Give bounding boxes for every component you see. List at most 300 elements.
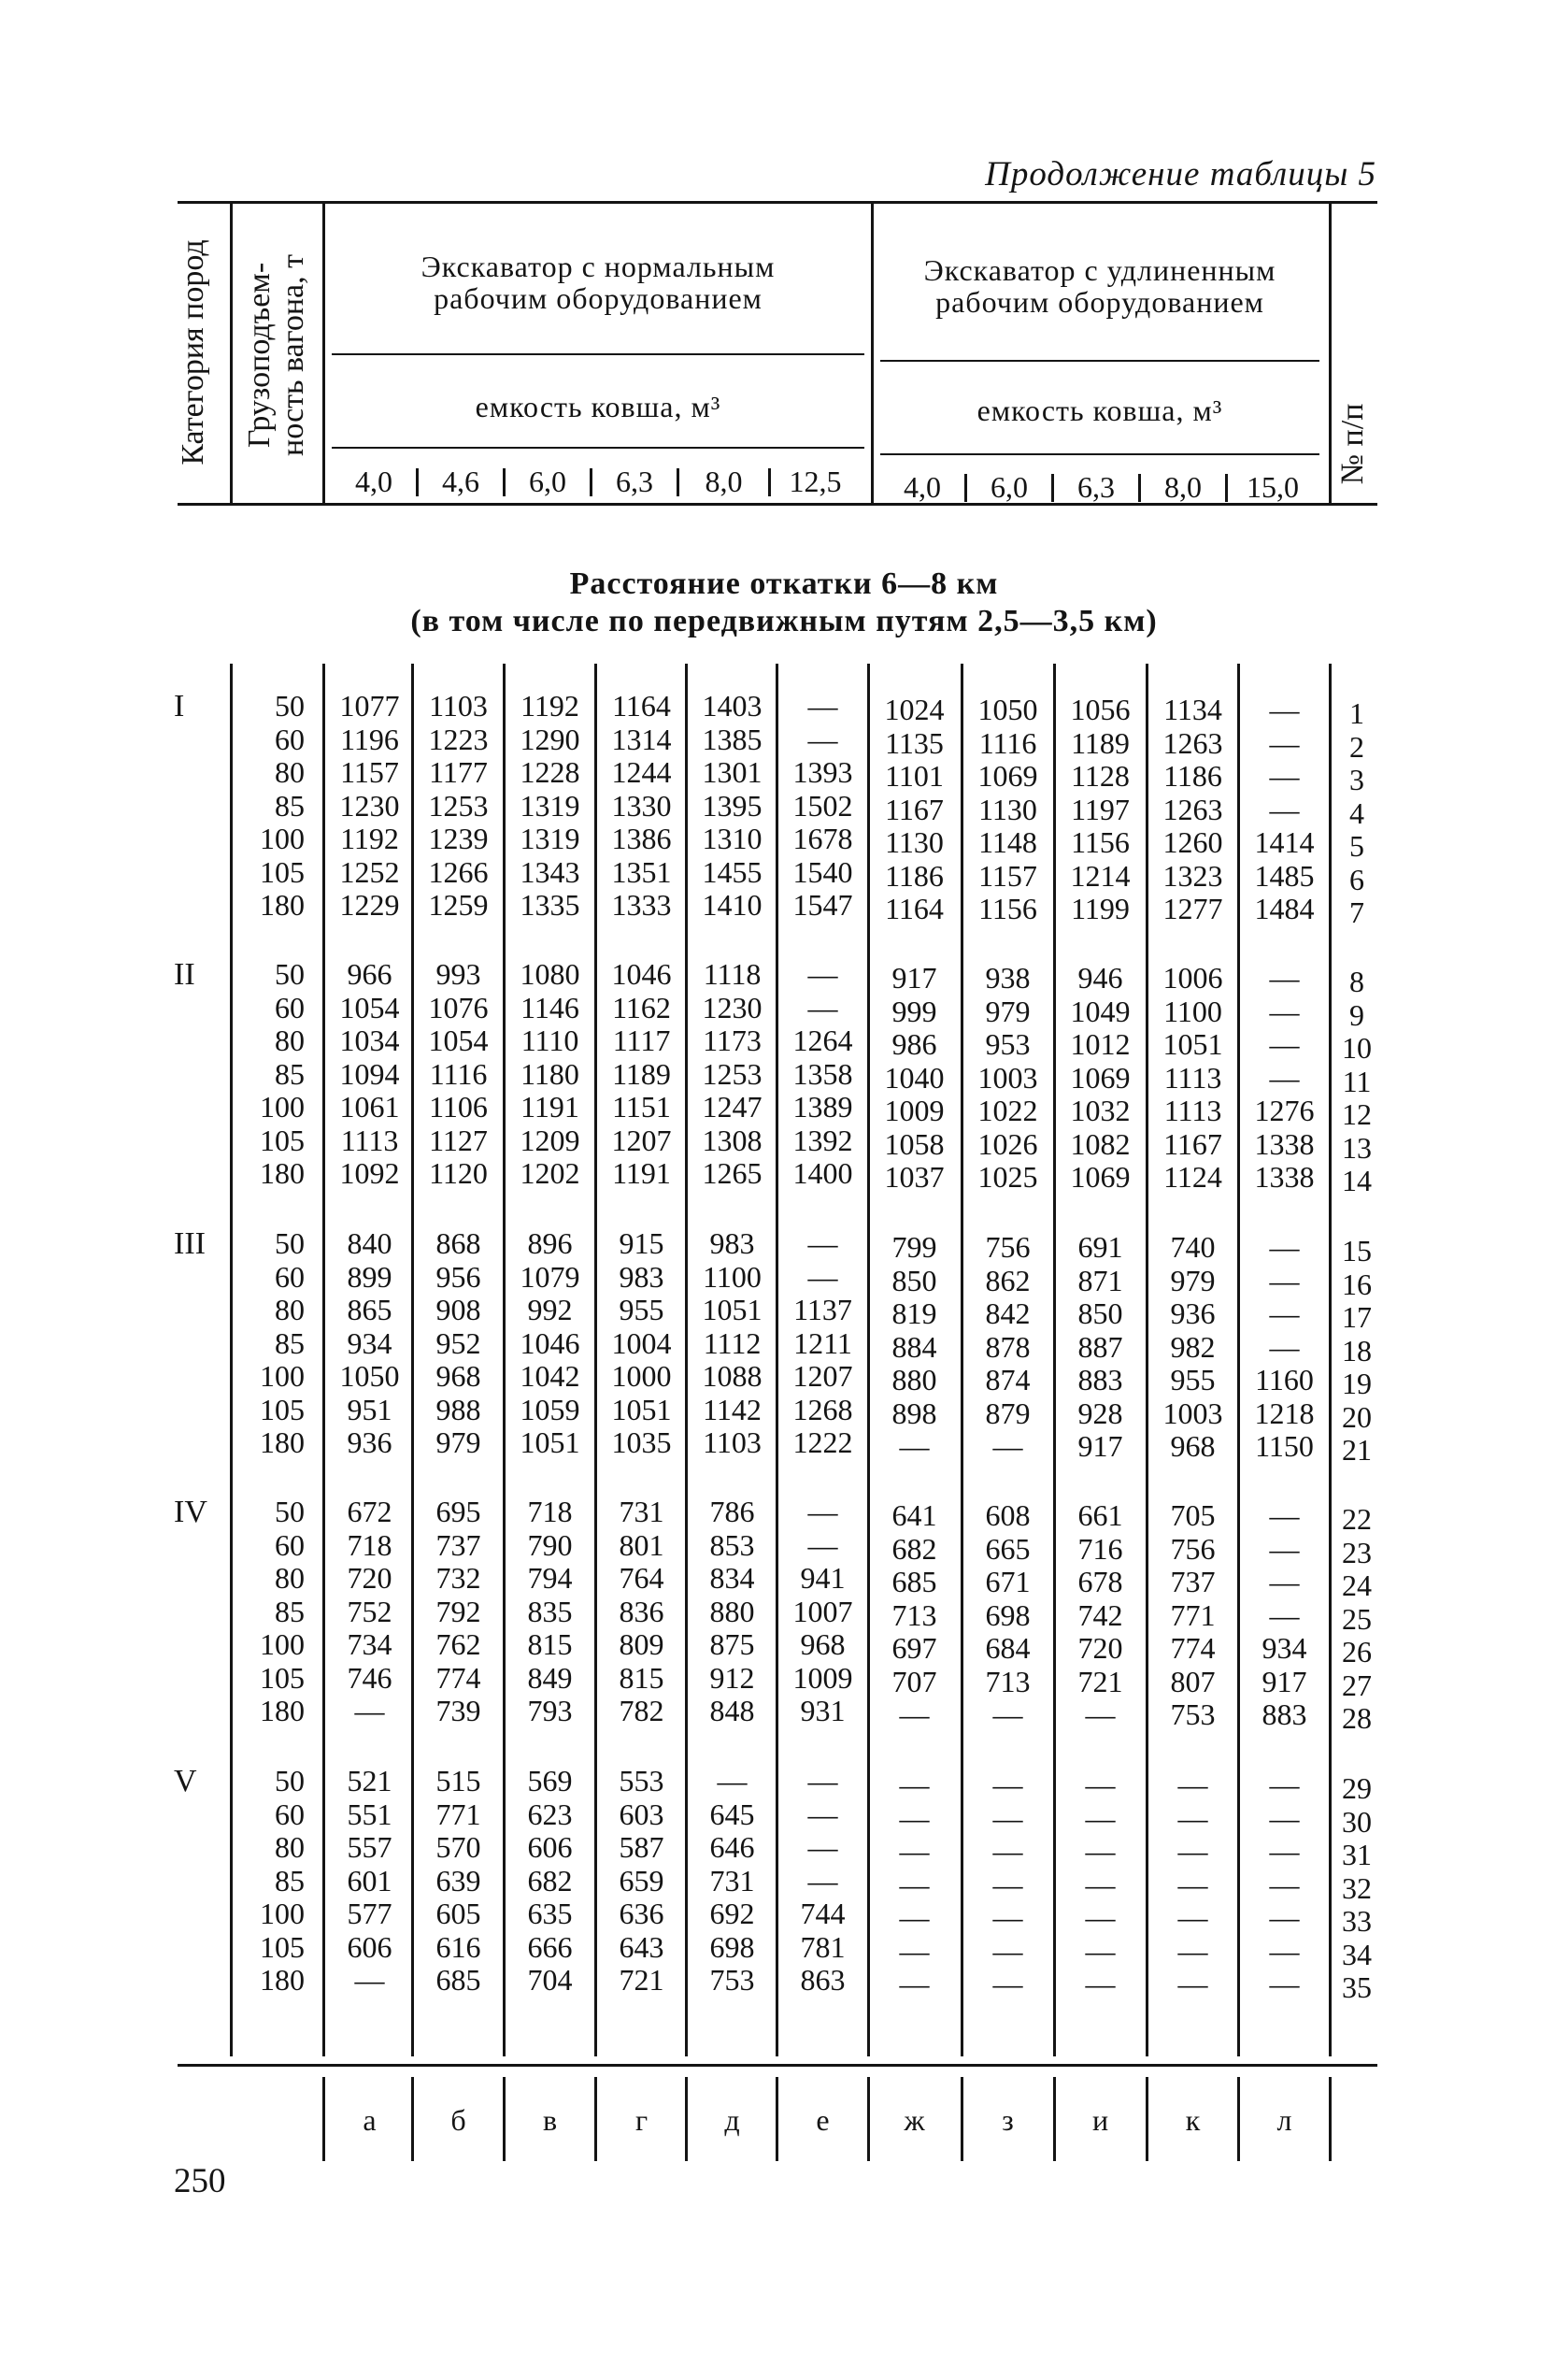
wagon-capacity: 105 bbox=[260, 1392, 305, 1426]
table-cell: 1051 bbox=[520, 1425, 580, 1459]
wagon-capacity: 50 bbox=[275, 1764, 305, 1797]
row-number: 21 bbox=[1342, 1433, 1372, 1467]
footer-divider bbox=[503, 2077, 506, 2161]
number-header: № п/п bbox=[1335, 403, 1370, 485]
row-number: 5 bbox=[1349, 829, 1364, 863]
table-cell: 1100 bbox=[1163, 994, 1222, 1028]
table-cell: 988 bbox=[435, 1392, 481, 1426]
table-cell: — bbox=[899, 1967, 930, 2000]
table-cell: 917 bbox=[1262, 1664, 1307, 1698]
table-cell: 557 bbox=[347, 1830, 392, 1864]
table-cell: 1069 bbox=[1070, 1060, 1131, 1095]
table-cell: 1338 bbox=[1254, 1160, 1315, 1194]
table-cell: 641 bbox=[891, 1498, 937, 1532]
table-cell: 1042 bbox=[520, 1359, 580, 1393]
table-cell: 917 bbox=[891, 961, 937, 995]
row-number: 18 bbox=[1342, 1333, 1372, 1368]
table-cell: 1051 bbox=[611, 1392, 672, 1426]
table-cell: 1035 bbox=[611, 1425, 672, 1459]
table-cell: — bbox=[899, 1900, 930, 1934]
header-subrule bbox=[332, 353, 864, 355]
table-cell: — bbox=[1269, 961, 1300, 995]
header-top-rule bbox=[178, 201, 1377, 204]
table-cell: 1150 bbox=[1255, 1429, 1314, 1463]
table-cell: 968 bbox=[1170, 1429, 1216, 1463]
table-cell: 737 bbox=[1170, 1565, 1216, 1598]
table-cell: 908 bbox=[435, 1293, 481, 1326]
table-cell: 999 bbox=[891, 994, 937, 1028]
table-cell: 880 bbox=[891, 1363, 937, 1396]
table-cell: 639 bbox=[435, 1863, 481, 1898]
table-cell: 1026 bbox=[977, 1126, 1038, 1161]
table-cell: 1264 bbox=[792, 1024, 853, 1057]
table-cell: 713 bbox=[985, 1664, 1031, 1698]
bucket-size: 6,0 bbox=[529, 465, 566, 498]
table-cell: 799 bbox=[891, 1230, 937, 1264]
table-cell: 1335 bbox=[520, 888, 580, 922]
table-cell: — bbox=[1269, 1933, 1300, 1968]
bucket-size: 8,0 bbox=[1164, 470, 1202, 504]
table-cell: — bbox=[807, 1226, 838, 1260]
table-cell: 1228 bbox=[520, 755, 580, 789]
wagon-capacity: 100 bbox=[260, 1897, 305, 1930]
wagon-capacity: 105 bbox=[260, 1123, 305, 1157]
wagon-capacity: 60 bbox=[275, 1527, 305, 1562]
row-number: 8 bbox=[1349, 965, 1364, 998]
row-number: 15 bbox=[1342, 1234, 1372, 1267]
table-cell: — bbox=[899, 1768, 930, 1801]
footer-column-label: л bbox=[1276, 2103, 1292, 2137]
table-cell: — bbox=[1269, 693, 1300, 726]
table-cell: 936 bbox=[347, 1425, 392, 1459]
table-cell: 740 bbox=[1170, 1230, 1216, 1264]
wagon-capacity: 105 bbox=[260, 854, 305, 889]
table-cell: 1100 bbox=[703, 1259, 762, 1294]
wagon-capacity: 85 bbox=[275, 788, 305, 823]
table-cell: 979 bbox=[985, 994, 1031, 1028]
table-cell: 1167 bbox=[885, 792, 944, 826]
table-cell: — bbox=[807, 1830, 838, 1864]
table-cell: 1007 bbox=[792, 1594, 853, 1628]
wagon-capacity: 80 bbox=[275, 1024, 305, 1057]
table-cell: 1199 bbox=[1071, 892, 1130, 925]
table-cell: 771 bbox=[1170, 1597, 1216, 1632]
table-cell: — bbox=[807, 957, 838, 991]
table-cell: 1113 bbox=[1163, 1060, 1222, 1095]
row-number: 31 bbox=[1342, 1838, 1372, 1871]
table-cell: 1037 bbox=[884, 1160, 945, 1194]
table-cell: 698 bbox=[985, 1597, 1031, 1632]
capacity-header: Грузоподъем- ность вагона, т bbox=[242, 254, 310, 456]
table-cell: 1197 bbox=[1071, 792, 1130, 826]
table-cell: 1103 bbox=[703, 1425, 762, 1459]
wagon-capacity: 85 bbox=[275, 1594, 305, 1628]
table-cell: 1202 bbox=[520, 1156, 580, 1190]
normal-bucket-sizes bbox=[332, 465, 864, 499]
table-cell: 1151 bbox=[612, 1090, 671, 1124]
table-cell: 606 bbox=[527, 1830, 573, 1864]
table-cell: 1059 bbox=[520, 1392, 580, 1426]
table-cell: 636 bbox=[619, 1897, 664, 1930]
table-cell: 1004 bbox=[611, 1325, 672, 1360]
footer-column-label: и bbox=[1091, 2103, 1109, 2137]
table-cell: 955 bbox=[619, 1293, 664, 1326]
table-cell: 659 bbox=[619, 1863, 664, 1898]
table-cell: 645 bbox=[709, 1797, 755, 1831]
table-cell: 744 bbox=[800, 1897, 846, 1930]
table-cell: 819 bbox=[891, 1296, 937, 1330]
footer-column-label: в bbox=[542, 2103, 558, 2137]
table-cell: 1148 bbox=[978, 825, 1037, 859]
wagon-capacity: 80 bbox=[275, 1293, 305, 1326]
table-cell: 1009 bbox=[884, 1094, 945, 1127]
normal-equipment-title: Экскаватор с нормальным рабочим оборудованием bbox=[421, 250, 776, 315]
wagon-capacity: 100 bbox=[260, 1090, 305, 1124]
table-cell: 1211 bbox=[793, 1325, 852, 1360]
row-number: 3 bbox=[1349, 763, 1364, 796]
table-cell: 955 bbox=[1170, 1363, 1216, 1396]
table-cell: 1092 bbox=[339, 1156, 400, 1190]
table-cell: — bbox=[354, 1963, 385, 1997]
footer-column-label: б bbox=[450, 2103, 466, 2137]
table-cell: 1239 bbox=[428, 822, 489, 855]
table-cell: 1082 bbox=[1070, 1126, 1131, 1161]
table-cell: 834 bbox=[709, 1561, 755, 1595]
table-cell: 1006 bbox=[1162, 961, 1223, 995]
table-cell: 774 bbox=[1170, 1631, 1216, 1665]
footer-divider bbox=[1053, 2077, 1056, 2161]
table-cell: 1330 bbox=[611, 788, 672, 823]
table-cell: 1164 bbox=[885, 892, 944, 925]
wagon-capacity: 100 bbox=[260, 1627, 305, 1661]
footer-column-label: з bbox=[1002, 2103, 1014, 2137]
table-cell: — bbox=[1085, 1967, 1116, 2000]
table-cell: 1358 bbox=[792, 1056, 853, 1091]
table-cell: — bbox=[1269, 1800, 1300, 1835]
table-cell: 966 bbox=[347, 957, 392, 991]
table-cell: — bbox=[1085, 1867, 1116, 1901]
header-subrule bbox=[880, 453, 1319, 455]
category-header: Категория пород bbox=[176, 239, 210, 465]
table-cell: 951 bbox=[347, 1392, 392, 1426]
table-cell: — bbox=[1177, 1834, 1208, 1868]
wagon-capacity: 60 bbox=[275, 1259, 305, 1294]
table-cell: 1164 bbox=[612, 689, 671, 723]
table-cell: — bbox=[1269, 1498, 1300, 1532]
table-cell: — bbox=[992, 1900, 1023, 1934]
table-cell: 643 bbox=[619, 1929, 664, 1964]
table-cell: 1400 bbox=[792, 1156, 853, 1190]
table-cell: 1046 bbox=[520, 1325, 580, 1360]
wagon-capacity: 50 bbox=[275, 957, 305, 991]
table-cell: 1032 bbox=[1070, 1094, 1131, 1127]
table-cell: 1106 bbox=[429, 1090, 488, 1124]
table-cell: 1244 bbox=[611, 755, 672, 789]
table-cell: — bbox=[1269, 994, 1300, 1028]
table-cell: — bbox=[807, 1259, 838, 1294]
table-cell: 1040 bbox=[884, 1060, 945, 1095]
table-cell: 1058 bbox=[884, 1126, 945, 1161]
table-cell: 1207 bbox=[792, 1359, 853, 1393]
table-cell: 1191 bbox=[520, 1090, 579, 1124]
row-number: 6 bbox=[1349, 862, 1364, 896]
wagon-capacity: 85 bbox=[275, 1056, 305, 1091]
table-cell: 671 bbox=[985, 1565, 1031, 1598]
table-cell: 1540 bbox=[792, 854, 853, 889]
table-cell: 1061 bbox=[339, 1090, 400, 1124]
table-cell: 850 bbox=[891, 1263, 937, 1297]
bucket-size: 4,6 bbox=[442, 465, 479, 498]
table-cell: 946 bbox=[1077, 961, 1123, 995]
table-cell: 695 bbox=[435, 1495, 481, 1528]
extended-bucket-capacity: емкость ковша, м³ bbox=[976, 394, 1223, 427]
table-cell: 666 bbox=[527, 1929, 573, 1964]
table-cell: 1051 bbox=[1162, 1027, 1223, 1061]
table-cell: 1265 bbox=[702, 1156, 763, 1190]
table-cell: — bbox=[1085, 1900, 1116, 1934]
row-number: 4 bbox=[1349, 795, 1364, 830]
table-cell: 1162 bbox=[612, 990, 671, 1024]
table-cell: 983 bbox=[619, 1259, 664, 1294]
table-cell: 1386 bbox=[611, 822, 672, 855]
row-number: 17 bbox=[1342, 1300, 1372, 1334]
table-cell: — bbox=[717, 1764, 748, 1797]
wagon-capacity: 105 bbox=[260, 1660, 305, 1695]
table-cell: — bbox=[992, 1800, 1023, 1835]
table-cell: 1196 bbox=[340, 722, 399, 756]
table-cell: — bbox=[1177, 1933, 1208, 1968]
table-cell: 782 bbox=[619, 1694, 664, 1727]
footer-divider bbox=[411, 2077, 414, 2161]
table-cell: 1290 bbox=[520, 722, 580, 756]
table-cell: 1252 bbox=[339, 854, 400, 889]
row-number: 32 bbox=[1342, 1870, 1372, 1905]
table-cell: 992 bbox=[527, 1293, 573, 1326]
table-cell: 842 bbox=[985, 1296, 1031, 1330]
table-cell: 1080 bbox=[520, 957, 580, 991]
table-cell: 1389 bbox=[792, 1090, 853, 1124]
table-cell: 756 bbox=[1170, 1531, 1216, 1566]
table-cell: 863 bbox=[800, 1963, 846, 1997]
table-cell: — bbox=[1269, 1531, 1300, 1566]
table-cell: 616 bbox=[435, 1929, 481, 1964]
table-cell: 1054 bbox=[339, 990, 400, 1024]
table-cell: 731 bbox=[619, 1495, 664, 1528]
table-cell: 836 bbox=[619, 1594, 664, 1628]
table-cell: 1455 bbox=[702, 854, 763, 889]
table-cell: — bbox=[992, 1867, 1023, 1901]
table-cell: 1116 bbox=[978, 725, 1037, 760]
table-cell: 732 bbox=[435, 1561, 481, 1595]
bucket-size: 6,3 bbox=[1077, 470, 1115, 504]
table-cell: 983 bbox=[709, 1226, 755, 1260]
table-cell: — bbox=[1269, 792, 1300, 826]
wagon-capacity: 180 bbox=[260, 1156, 305, 1190]
row-number: 13 bbox=[1342, 1130, 1372, 1165]
footer-divider bbox=[594, 2077, 597, 2161]
table-cell: 704 bbox=[527, 1963, 573, 1997]
table-cell: 1130 bbox=[978, 792, 1037, 826]
table-cell: 1135 bbox=[885, 725, 944, 760]
table-cell: — bbox=[1269, 1329, 1300, 1364]
table-cell: 1117 bbox=[612, 1024, 671, 1057]
table-cell: 1484 bbox=[1254, 892, 1315, 925]
table-cell: 794 bbox=[527, 1561, 573, 1595]
table-cell: 1218 bbox=[1254, 1396, 1315, 1430]
table-cell: 1160 bbox=[1255, 1363, 1314, 1396]
row-number: 34 bbox=[1342, 1937, 1372, 1971]
table-cell: 1277 bbox=[1162, 892, 1223, 925]
table-cell: 815 bbox=[619, 1660, 664, 1695]
table-cell: 753 bbox=[709, 1963, 755, 1997]
wagon-capacity: 85 bbox=[275, 1863, 305, 1898]
table-cell: — bbox=[1269, 1060, 1300, 1095]
footer-column-label: е bbox=[816, 2103, 830, 2137]
table-cell: 934 bbox=[347, 1325, 392, 1360]
table-cell: 684 bbox=[985, 1631, 1031, 1665]
row-number: 12 bbox=[1342, 1097, 1372, 1131]
row-number: 1 bbox=[1349, 696, 1364, 730]
table-cell: 1222 bbox=[792, 1425, 853, 1459]
table-cell: 917 bbox=[1077, 1429, 1123, 1463]
row-number: 33 bbox=[1342, 1904, 1372, 1938]
continuation-title: Продолжение таблицы 5 bbox=[985, 155, 1376, 193]
table-cell: 1502 bbox=[792, 788, 853, 823]
table-cell: — bbox=[807, 1495, 838, 1528]
table-cell: 1113 bbox=[340, 1123, 399, 1157]
table-cell: 1130 bbox=[885, 825, 944, 859]
table-cell: 1186 bbox=[885, 858, 944, 893]
header-divider bbox=[1329, 204, 1332, 505]
table-cell: 1191 bbox=[612, 1156, 671, 1190]
footer-divider bbox=[1146, 2077, 1148, 2161]
row-number: 22 bbox=[1342, 1502, 1372, 1536]
page-number: 250 bbox=[174, 2162, 226, 2200]
table-cell: — bbox=[1085, 1800, 1116, 1835]
table-cell: 1009 bbox=[792, 1660, 853, 1695]
table-cell: — bbox=[992, 1834, 1023, 1868]
table-cell: 880 bbox=[709, 1594, 755, 1628]
table-cell: 1319 bbox=[520, 788, 580, 823]
table-cell: 968 bbox=[800, 1627, 846, 1661]
table-cell: 1393 bbox=[792, 755, 853, 789]
table-cell: 1230 bbox=[339, 788, 400, 823]
table-cell: 1485 bbox=[1254, 858, 1315, 893]
table-cell: 1034 bbox=[339, 1024, 400, 1057]
table-cell: 685 bbox=[435, 1963, 481, 1997]
rock-category: V bbox=[174, 1764, 197, 1798]
table-cell: 1101 bbox=[885, 759, 944, 793]
table-cell: 1263 bbox=[1162, 725, 1223, 760]
table-cell: — bbox=[1269, 1834, 1300, 1868]
table-cell: — bbox=[1269, 725, 1300, 760]
table-cell: 1088 bbox=[702, 1359, 763, 1393]
row-number: 11 bbox=[1342, 1064, 1372, 1098]
table-cell: 1024 bbox=[884, 693, 945, 726]
table-cell: 1177 bbox=[429, 755, 488, 789]
table-cell: — bbox=[899, 1867, 930, 1901]
table-cell: 606 bbox=[347, 1929, 392, 1964]
table-cell: 1333 bbox=[611, 888, 672, 922]
table-cell: 1268 bbox=[792, 1392, 853, 1426]
table-cell: 979 bbox=[435, 1425, 481, 1459]
row-number: 29 bbox=[1342, 1771, 1372, 1805]
table-cell: 849 bbox=[527, 1660, 573, 1695]
wagon-capacity: 100 bbox=[260, 1359, 305, 1393]
table-cell: 956 bbox=[435, 1259, 481, 1294]
table-cell: — bbox=[992, 1933, 1023, 1968]
footer-divider bbox=[685, 2077, 688, 2161]
table-cell: 1116 bbox=[429, 1056, 488, 1091]
row-number: 23 bbox=[1342, 1535, 1372, 1569]
footer-divider bbox=[867, 2077, 870, 2161]
table-cell: 809 bbox=[619, 1627, 664, 1661]
table-cell: — bbox=[1269, 1768, 1300, 1801]
table-cell: 720 bbox=[347, 1561, 392, 1595]
table-cell: — bbox=[1269, 1867, 1300, 1901]
table-cell: — bbox=[1085, 1697, 1116, 1731]
row-number: 24 bbox=[1342, 1568, 1372, 1602]
table-cell: — bbox=[354, 1694, 385, 1727]
table-cell: 1069 bbox=[977, 759, 1038, 793]
table-cell: 1414 bbox=[1254, 825, 1315, 859]
table-cell: 1049 bbox=[1070, 994, 1131, 1028]
table-cell: 1167 bbox=[1163, 1126, 1222, 1161]
table-cell: 587 bbox=[619, 1830, 664, 1864]
table-cell: 646 bbox=[709, 1830, 755, 1864]
table-cell: 697 bbox=[891, 1631, 937, 1665]
table-cell: 601 bbox=[347, 1863, 392, 1898]
table-cell: 986 bbox=[891, 1027, 937, 1061]
row-number: 35 bbox=[1342, 1970, 1372, 2004]
table-cell: — bbox=[1177, 1967, 1208, 2000]
table-cell: 705 bbox=[1170, 1498, 1216, 1532]
table-cell: 1103 bbox=[429, 689, 488, 723]
table-cell: 553 bbox=[619, 1764, 664, 1797]
table-cell: 1186 bbox=[1163, 759, 1222, 793]
wagon-capacity: 50 bbox=[275, 689, 305, 723]
table-cell: 1189 bbox=[612, 1056, 671, 1091]
wagon-capacity: 80 bbox=[275, 1561, 305, 1595]
table-cell: 850 bbox=[1077, 1296, 1123, 1330]
table-cell: 691 bbox=[1077, 1230, 1123, 1264]
table-cell: 1022 bbox=[977, 1094, 1038, 1127]
table-cell: — bbox=[899, 1429, 930, 1463]
table-cell: 982 bbox=[1170, 1329, 1216, 1364]
table-cell: 887 bbox=[1077, 1329, 1123, 1364]
table-cell: 1157 bbox=[978, 858, 1037, 893]
table-cell: 801 bbox=[619, 1527, 664, 1562]
wagon-capacity: 180 bbox=[260, 1694, 305, 1727]
table-cell: — bbox=[1269, 759, 1300, 793]
table-cell: 1403 bbox=[702, 689, 763, 723]
table-cell: 551 bbox=[347, 1797, 392, 1831]
table-cell: 685 bbox=[891, 1565, 937, 1598]
table-cell: 848 bbox=[709, 1694, 755, 1727]
table-cell: 721 bbox=[1077, 1664, 1123, 1698]
table-cell: 862 bbox=[985, 1263, 1031, 1297]
wagon-capacity: 60 bbox=[275, 1797, 305, 1831]
table-cell: — bbox=[1177, 1768, 1208, 1801]
table-cell: 731 bbox=[709, 1863, 755, 1898]
table-cell: — bbox=[992, 1967, 1023, 2000]
table-cell: 1308 bbox=[702, 1123, 763, 1157]
table-cell: 1079 bbox=[520, 1259, 580, 1294]
table-cell: 1094 bbox=[339, 1056, 400, 1091]
table-cell: 608 bbox=[985, 1498, 1031, 1532]
table-cell: 1180 bbox=[520, 1056, 579, 1091]
section-title: Расстояние откатки 6—8 км (в том числе по передвижным путям 2,5—3,5 км) bbox=[410, 566, 1158, 638]
